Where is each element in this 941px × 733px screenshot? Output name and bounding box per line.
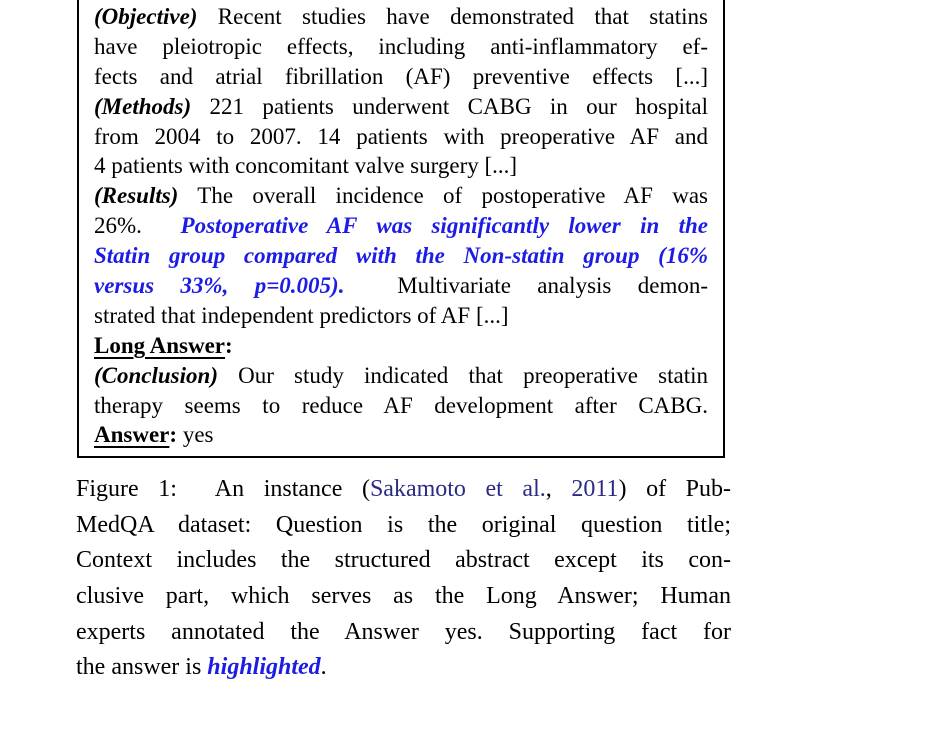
highlighted-text: versus 33%, p=0.005).	[94, 273, 371, 299]
text-segment: yes	[177, 422, 214, 448]
citation-link[interactable]: 2011	[571, 476, 619, 502]
text-segment: (Conclusion)	[94, 362, 218, 388]
text-segment: (Results)	[94, 183, 179, 209]
highlighted-text: highlighted	[207, 654, 321, 681]
text-segment: .	[320, 654, 327, 681]
text-segment: Long Answer	[94, 332, 225, 358]
text-segment: (Methods)	[94, 93, 192, 119]
abstract-line	[94, 62, 708, 92]
text-segment: Figure 1: An instance (	[76, 476, 370, 502]
abstract-line	[94, 361, 708, 391]
text-segment: Context includes the structured abstract except its con-	[76, 547, 731, 574]
text-segment: ,	[545, 476, 572, 502]
text-segment: 4 patients with concomitant valve surgery [...]	[94, 153, 518, 179]
highlighted-text: Postoperative AF was significantly lower in the	[161, 213, 708, 239]
abstract-line	[94, 271, 708, 301]
abstract-line	[94, 241, 708, 271]
text-segment: strated that independent predictors of AF [...]	[94, 302, 509, 328]
text-segment: (Objective)	[94, 4, 198, 29]
abstract-line	[94, 2, 708, 32]
caption-line	[76, 615, 731, 651]
abstract-line	[94, 420, 708, 450]
text-segment: 26%.	[94, 213, 162, 239]
text-segment: MedQA dataset: Question is the original question title;	[76, 511, 731, 538]
text-segment: clusive part, which serves as the Long Answer; Human	[76, 583, 731, 610]
text-segment: The overall incidence of postoperative AF was	[178, 183, 708, 209]
caption-line	[76, 650, 731, 686]
abstract-line	[94, 211, 708, 241]
abstract-line	[94, 32, 708, 62]
text-segment: Our study indicated that preoperative statin	[217, 362, 708, 388]
abstract-line	[94, 151, 708, 181]
abstract-line	[94, 301, 708, 331]
text-segment: Multivariate analysis demon-	[370, 273, 708, 299]
abstract-line	[94, 391, 708, 421]
text-segment: Answer	[94, 422, 170, 448]
text-segment: from 2004 to 2007. 14 patients with preoperative AF and	[94, 123, 708, 149]
highlighted-text: Statin group compared with the Non-statin group (16%	[94, 243, 708, 269]
caption-line	[76, 508, 731, 544]
text-segment: Recent studies have demonstrated that statins	[197, 4, 708, 29]
caption-line	[76, 579, 731, 615]
text-segment: fects and atrial fibrillation (AF) preventive effects [...]	[94, 63, 708, 89]
caption-line	[76, 472, 731, 508]
text-segment: :	[225, 332, 233, 358]
text-segment: :	[169, 422, 178, 448]
abstract-line	[94, 92, 708, 122]
abstract-line	[94, 331, 708, 361]
caption-line	[76, 543, 731, 579]
text-segment: ) of Pub-	[618, 476, 731, 502]
text-segment: 221 patients underwent CABG in our hospital	[191, 93, 708, 119]
text-segment: have pleiotropic effects, including anti-inflammatory ef-	[94, 33, 708, 59]
text-segment: therapy seems to reduce AF development after CABG.	[94, 392, 708, 418]
figure-caption	[76, 472, 731, 686]
text-segment: experts annotated the Answer yes. Supporting fact for	[76, 618, 731, 645]
abstract-line	[94, 181, 708, 211]
text-segment: the answer is	[76, 654, 208, 681]
abstract-box	[77, 0, 725, 458]
citation-link[interactable]: Sakamoto et al.	[369, 476, 546, 502]
abstract-line	[94, 122, 708, 152]
